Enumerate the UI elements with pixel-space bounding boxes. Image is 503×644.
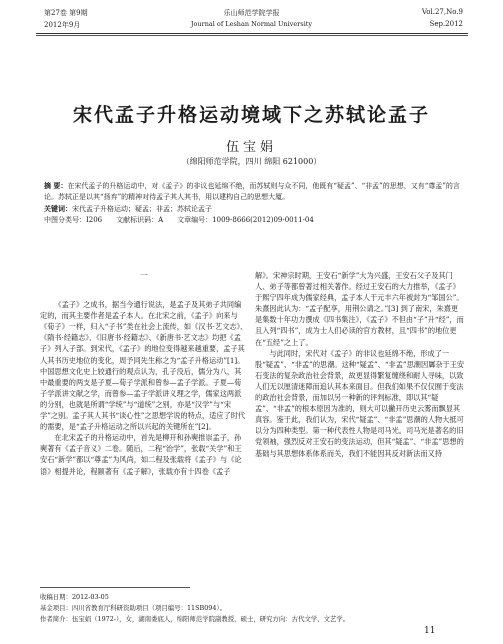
footnote-author-bio: 作者简介：伍宝娟（1972-），女，湖南娄底人，绵阳师范学院副教授，硕士，研究方向：古代文学、文艺学。 [40, 615, 350, 623]
header-journal-en: Journal of Leshan Normal University [190, 20, 313, 28]
header-date: 2012年9月 [44, 21, 81, 29]
article-author: 伍宝娟 [225, 140, 277, 155]
footnote-block [40, 592, 460, 625]
keywords-label: 关键词： [44, 204, 72, 213]
body-right-column [255, 270, 465, 459]
header-journal-cn: 乐山师范学院学报 [223, 9, 280, 17]
footnote-rule [40, 587, 190, 588]
abstract-paragraph [44, 180, 464, 203]
header-date-en: Sep.2012 [429, 20, 463, 28]
footnote-fund: 基金项目：四川省教育厅科研资助项目（项目编号：11SB094）。 [40, 604, 226, 612]
article-title: 宋代孟子升格运动境域下之苏轼论孟子 [72, 104, 430, 126]
section-separator: 一 [140, 271, 148, 280]
body-paragraph: 《孟子》之成书，据当今通行说法，是孟子及其弟子共同编定的，而其主要作者是孟子本人。在北宋之前，《孟子》向来与《荀子》一样，归入“子书”类在社会上流传，如《汉书·艺文志》、《隋书·经籍志》、《旧唐书·经籍志》、《新唐书·艺文志》均把《孟子》列入子部。到宋代，《孟子》的地位变得越来越重要，孟子其人其书历史地位的变化，周予同先生称之为“孟子升格运动”[1]。中国思想文化史上较通行的观点认为，孔子没后，儒分为八，其中最重要的两支是子夏—荀子学派和曾参—孟子学派。子夏—荀子学派讲文献之学，而曾参—孟子学派讲义理之学，儒家这两派的分别，也就是所谓“学统”与“道统”之别，亦是“汉学”与“宋学”之别。孟子其人其书“谈心性”之思想学说的特点，适应了时代的需要，是“孟子升格运动之所以兴起的关键所在”[2]。 [40, 300, 248, 432]
abstract-text: 在宋代孟子的升格运动中，对《孟子》的非议也延绵不绝，而苏轼则与众不同，他既有“疑孟”、“非孟”的思想，又有“尊孟”的言论。苏轼正是以其“扬弃”的精神对待孟子其人其书，用以建构自己的思想大厦。 [44, 182, 460, 201]
header-rule-thin [36, 35, 468, 36]
page-number: 11 [424, 626, 436, 636]
header-vol-issue-en: Vol.27,No.9 [421, 8, 463, 16]
body-paragraph: 解》。宋神宗时期，王安石“新学”大为兴盛，王安石父子及其门人、弟子等都曾著过相关著作。经过王安石的大力推举，《孟子》于熙宁四年成为儒家经典，孟子本人于元丰六年被封为“邹国公”。朱熹因此认为：“孟子配享，用荆公请之。”[3] 到了南宋，朱熹更是集数十年功力撰成《四书集注》，《孟子》不但由“子”升“经”，而且入列“四书”，成为士人们必读的官方教材，且“四书”的地位更在“五经”之上了。 [255, 271, 464, 347]
body-left-column [40, 270, 248, 477]
keywords-text: 宋代孟子升格运动；疑孟；非孟；苏轼论孟子 [72, 205, 212, 213]
keywords-line [44, 203, 464, 215]
body-paragraph: 在北宋孟子的升格运动中，首先是柳开和孙奭推崇孟子，孙奭著有《孟子音义》二卷。随后，二程“治学”，张载“关学”和王安石“新学”都以“尊孟”为风尚，如二程及张载将《孟子》与《论语》相提并论，程颐著有《孟子解》，张载亦有十四卷《孟子 [40, 433, 242, 476]
body-paragraph: 与此同时，宋代对《孟子》的非议也延绵不绝，形成了一股“疑孟”、“非孟”的思潮。这种“疑孟”、“非孟”思潮因羼杂于王安石变法的复杂政治社会背景，故更显得繁复缠绕和耐人寻味，以致人们无以厘清迷障而追认其本来面目。但我们如果不仅仅囿于变法的政治社会背景，而加以另一种新的评判标准，即以其“疑孟”、“非孟”的根本原因为准的，则大可以撇开历史云雾而飘显其真容。鉴于此，我们认为，宋代“疑孟”、“非孟”思潮的人物大抵可以分为四种类型。第一种代表性人物是司马光。司马光是著名的旧党领袖，强烈反对王安石的变法运动，但其“疑孟”、“非孟”思想的基础与其思想体系体系而关，我们不能因其反对新法而又持 [255, 348, 465, 458]
classification-line: 中图分类号：I206 文献标识码：A 文章编号：1009-8666(2012)09-0011-04 [44, 216, 314, 224]
footnote-received: 收稿日期：2012-03-05 [40, 593, 109, 601]
article-affiliation: （绵阳师范学院，四川 绵阳 621000） [181, 157, 322, 166]
abstract-label: 摘 要： [44, 181, 68, 190]
header-vol-issue: 第27卷 第9期 [44, 9, 88, 17]
header-rule [36, 33, 468, 34]
abstract-block [44, 180, 464, 226]
